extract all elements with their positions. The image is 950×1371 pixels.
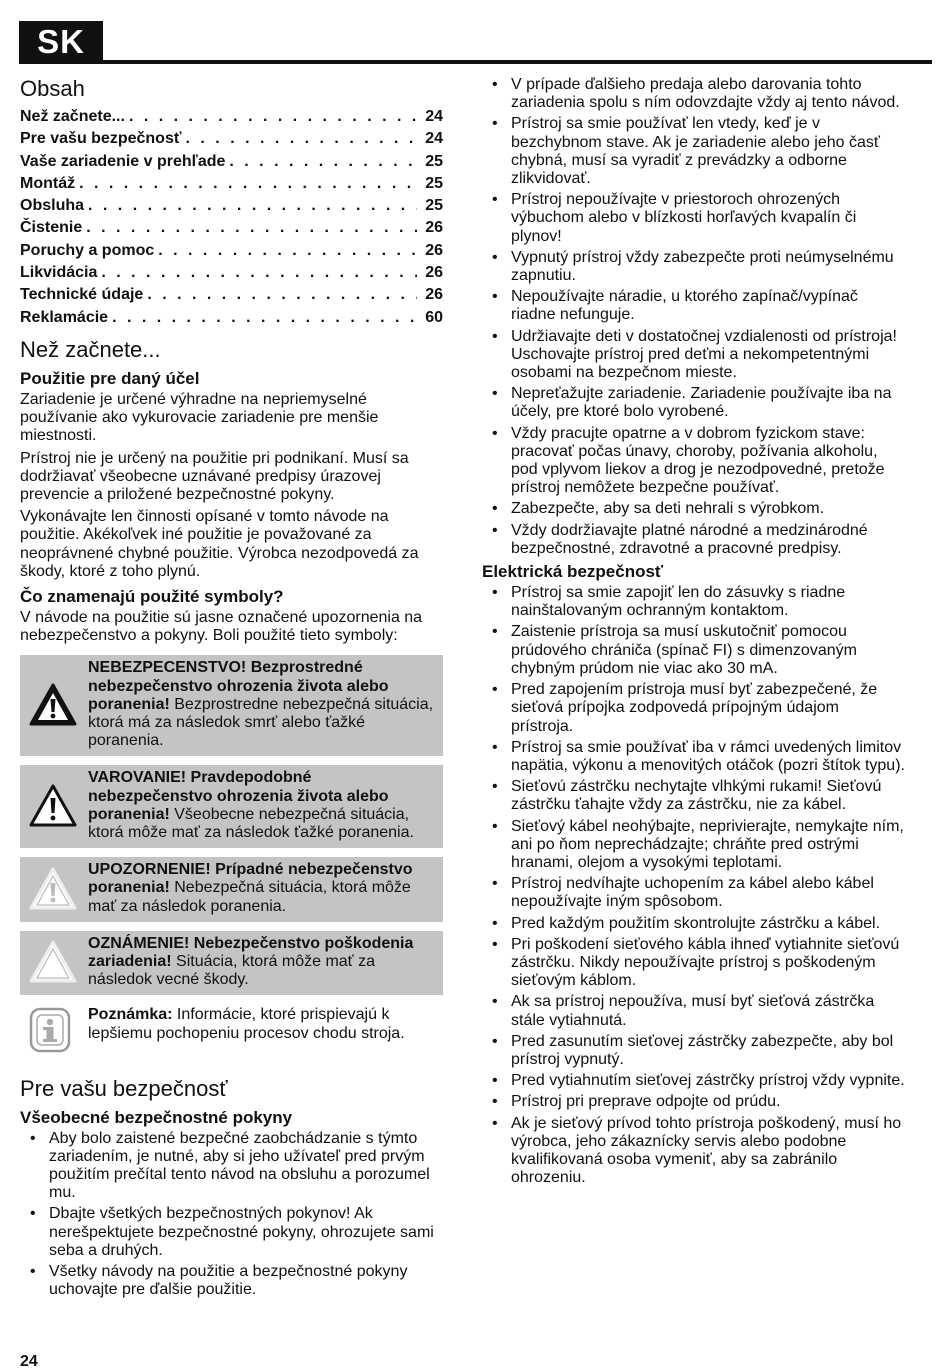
toc-title: Obsah [20,76,85,101]
symbols-paragraph: V návode na použitie sú jasne označené upozornenia na nebezpečenstvo a pokyny. Boli použité tieto symboly: [20,609,423,645]
toc-entry-page: 26 [425,264,443,282]
before-title: Než začnete... [20,336,161,362]
notice-list [20,655,443,995]
bullet-item: • Prístroj sa smie používať len vtedy, keď je v bezchybnom stave. Ak je zariadenie alebo jeho časť chybná, musí sa vyradiť z prevádzky a odborne zlikvidovať. [482,115,905,188]
bullet-item: • Aby bolo zaistené bezpečné zaobchádzanie s týmto zariadením, je nutné, aby si jeho užívateľ pred prvým použitím prečítal tento návod na obsluhu a porozumel mu. [20,1130,443,1203]
toc-entry [20,240,443,262]
safety-notice [20,931,443,996]
toc-entry [20,262,443,284]
safety-notice-text: OZNÁMENIE! Nebezpečenstvo poškodenia zariadenia! Situácia, ktorá môže mať za následok vecné škody. [88,934,414,989]
page-number: 24 [20,1353,38,1370]
left-column [20,76,443,1302]
toc-entry-label: Technické údaje [20,286,144,304]
toc-entry [20,195,443,217]
bullet-item: • Vždy pracujte opatrne a v dobrom fyzickom stave: pracovať počas únavy, choroby, požívania alkoholu, pod vplyvom liekov a drog je nezodpovedné, pretože prístroj nemôžete bezpečne používať. [482,425,905,498]
bullet-item: • Udržiavajte deti v dostatočnej vzdialenosti od prístroja! Uschovajte prístroj pred deťmi a nekompetentnými osobami na bezpečnom mieste. [482,328,905,383]
toc-entry-label: Montáž [20,174,76,192]
bullet-item: • Pred každým použitím skontrolujte zástrčku a kábel. [482,915,905,933]
safety-notice-text: NEBEZPECENSTVO! Bezprostredné nebezpečenstvo ohrozenia života alebo poranenia! Bezprostredne nebezpečná situácia, ktorá má za následok smrť alebo ťažké poranenia. [88,659,434,750]
toc-entry [20,217,443,239]
bullet-item: • Nepoužívajte náradie, u ktorého zapínač/vypínač riadne nefunguje. [482,288,905,324]
toc-entry [20,151,443,173]
toc-entry-label: Reklamácie [20,308,109,326]
header-rule [19,60,932,64]
toc-entry [20,307,443,329]
bullet-item: • Ak sa prístroj nepoužíva, musí byť sieťová zástrčka stále vytiahnutá. [482,993,905,1029]
bullet-item: • Zabezpečte, aby sa deti nehrali s výrobkom. [482,500,905,518]
info-icon [28,1006,88,1059]
toc-leader-dots [101,262,417,284]
bullet-item: • Pred vytiahnutím sieťovej zástrčky prístroj vždy vypnite. [482,1072,905,1090]
toc-leader-dots [147,284,417,306]
toc-leader-dots [88,195,417,217]
bullet-item: • Vždy dodržiavajte platné národné a medzinárodné bezpečnostné, zdravotné a pracovné predpisy. [482,522,905,558]
general-safety-list [20,1130,443,1300]
toc-entry-label: Obsluha [20,197,85,215]
toc-entry-page: 26 [425,241,443,259]
table-of-contents [20,106,443,329]
toc-leader-dots [129,106,417,128]
symbols-heading: Čo znamenajú použité symboly? [20,587,284,606]
bullet-item: • Prístroj sa smie zapojiť len do zásuvky s riadne nainštalovaným ochranným kontaktom. [482,584,905,620]
toc-entry-page: 24 [425,108,443,125]
toc-leader-dots [86,217,417,239]
toc-entry-label: Pre vašu bezpečnosť [20,130,182,148]
toc-entry-page: 25 [425,174,443,192]
safety-notice [20,857,443,922]
use-paragraph-3: Vykonávajte len činnosti opísané v tomto návode na použitie. Akékoľvek iné použitie je považované za neoprávnené chybné použitie. Výrobca nezodpovedá za škody, ktoré z toho plynú. [20,508,419,580]
safety-notice [20,765,443,848]
bullet-item: • Zaistenie prístroja sa musí uskutočniť pomocou prúdového chrániča (spínač FI) s dimenzovaným chybným prúdom nie viac ako 30 mA. [482,623,905,678]
general-safety-heading: Všeobecné bezpečnostné pokyny [20,1107,293,1127]
toc-entry-label: Čistenie [20,219,83,237]
toc-entry [20,284,443,306]
warning-icon [28,769,88,842]
danger-icon [28,659,88,750]
bullet-item: • Prístroj nedvíhajte uchopením za kábel alebo kábel nepoužívajte iným spôsobom. [482,875,905,911]
use-paragraph-2: Prístroj nie je určený na použitie pri podnikaní. Musí sa dodržiavať všeobecne uznávané predpisy úrazovej prevencie a priložené bezpečnostné pokyny. [20,449,409,503]
toc-entry-page: 26 [425,286,443,304]
toc-entry-label: Vaše zariadenie v prehľade [20,152,226,170]
toc-leader-dots [186,128,417,150]
language-tab: SK [19,21,103,63]
toc-entry-page: 26 [425,219,443,237]
bullet-item: • Ak je sieťový prívod tohto prístroja poškodený, musí ho výrobca, jeho zákaznícky servis alebo podobne kvalifikovaná osoba vymeniť, aby sa zabránilo ohrozeniu. [482,1115,905,1188]
bullet-item: • Pred zasunutím sieťovej zástrčky zabezpečte, aby bol prístroj vypnutý. [482,1033,905,1069]
electric-safety-list [482,584,905,1187]
general-safety-list-continued [482,76,905,558]
bullet-item: • Vypnutý prístroj vždy zabezpečte proti neúmyselnému zapnutiu. [482,249,905,285]
toc-leader-dots [79,173,417,195]
bullet-item: • Prístroj pri preprave odpojte od prúdu. [482,1093,905,1111]
bullet-item: • Prístroj sa smie používať iba v rámci uvedených limitov napätia, výkonu a menovitých otáčok (pozri štítok typu). [482,739,905,775]
toc-entry-label: Poruchy a pomoc [20,241,155,259]
bullet-item: • Pri poškodení sieťového kábla ihneď vytiahnite sieťovú zástrčku. Nikdy nepoužívajte prístroj s poškodeným sieťovým káblom. [482,936,905,991]
bullet-item: • Všetky návody na použitie a bezpečnostné pokyny uchovajte pre ďalšie použitie. [20,1263,443,1299]
toc-entry [20,106,443,128]
toc-entry-label: Likvidácia [20,264,98,282]
safety-title: Pre vašu bezpečnosť [20,1075,228,1101]
right-column [482,76,905,1190]
note-box [20,1004,443,1065]
toc-entry [20,128,443,150]
bullet-item: • Prístroj nepoužívajte v priestoroch ohrozených výbuchom alebo v blízkosti horľavých kvapalín či plynov! [482,191,905,246]
bullet-item: • Pred zapojením prístroja musí byť zabezpečené, že sieťová prípojka zodpovedá prípojným údajom prístroja. [482,681,905,736]
bullet-item: • Sieťovú zástrčku nechytajte vlhkými rukami! Sieťovú zástrčku ťahajte vždy za zástrčku, nie za kábel. [482,778,905,814]
bullet-item: • Dbajte všetkých bezpečnostných pokynov! Ak nerešpektujete bezpečnostné pokyny, ohrozujete sami seba a druhých. [20,1205,443,1260]
safety-notice [20,655,443,756]
electric-safety-heading: Elektrická bezpečnosť [482,562,664,582]
bullet-item: • V prípade ďalšieho predaja alebo darovania tohto zariadenia spolu s ním odovzdajte vždy aj tento návod. [482,76,905,112]
toc-leader-dots [229,151,417,173]
toc-entry-page: 25 [425,152,443,170]
toc-entry-label: Než začnete... [20,108,125,125]
notice-icon [28,935,88,990]
safety-notice-text: UPOZORNENIE! Prípadné nebezpečenstvo poranenia! Nebezpečná situácia, ktorá môže mať za následok poranenia. [88,861,413,915]
caution-icon [28,861,88,916]
toc-entry [20,173,443,195]
use-paragraph-1: Zariadenie je určené výhradne na nepriemyselné používanie ako vykurovacie zariadenie pre menšie miestnosti. [20,390,379,445]
use-heading: Použitie pre daný účel [20,368,200,388]
bullet-item: • Sieťový kábel neohýbajte, neprivierajte, nemykajte ním, ani po ňom neprechádzajte; chráňte pred ostrými hranami, olejom a vysokými teplotami. [482,818,905,873]
toc-entry-page: 25 [425,197,443,215]
toc-leader-dots [158,240,417,262]
toc-entry-page: 60 [425,308,443,326]
toc-leader-dots [112,307,417,329]
toc-entry-page: 24 [425,130,443,148]
note-text: Poznámka: Informácie, ktoré prispievajú k lepšiemu pochopeniu procesov chodu stroja. [88,1006,405,1042]
safety-notice-text: VAROVANIE! Pravdepodobné nebezpečenstvo ohrozenia života alebo poranenia! Všeobecne nebezpečná situácia, ktorá môže mať za následok ťažké poranenia. [88,769,414,842]
bullet-item: • Nepreťažujte zariadenie. Zariadenie používajte iba na účely, pre ktoré bolo vyrobené. [482,385,905,421]
